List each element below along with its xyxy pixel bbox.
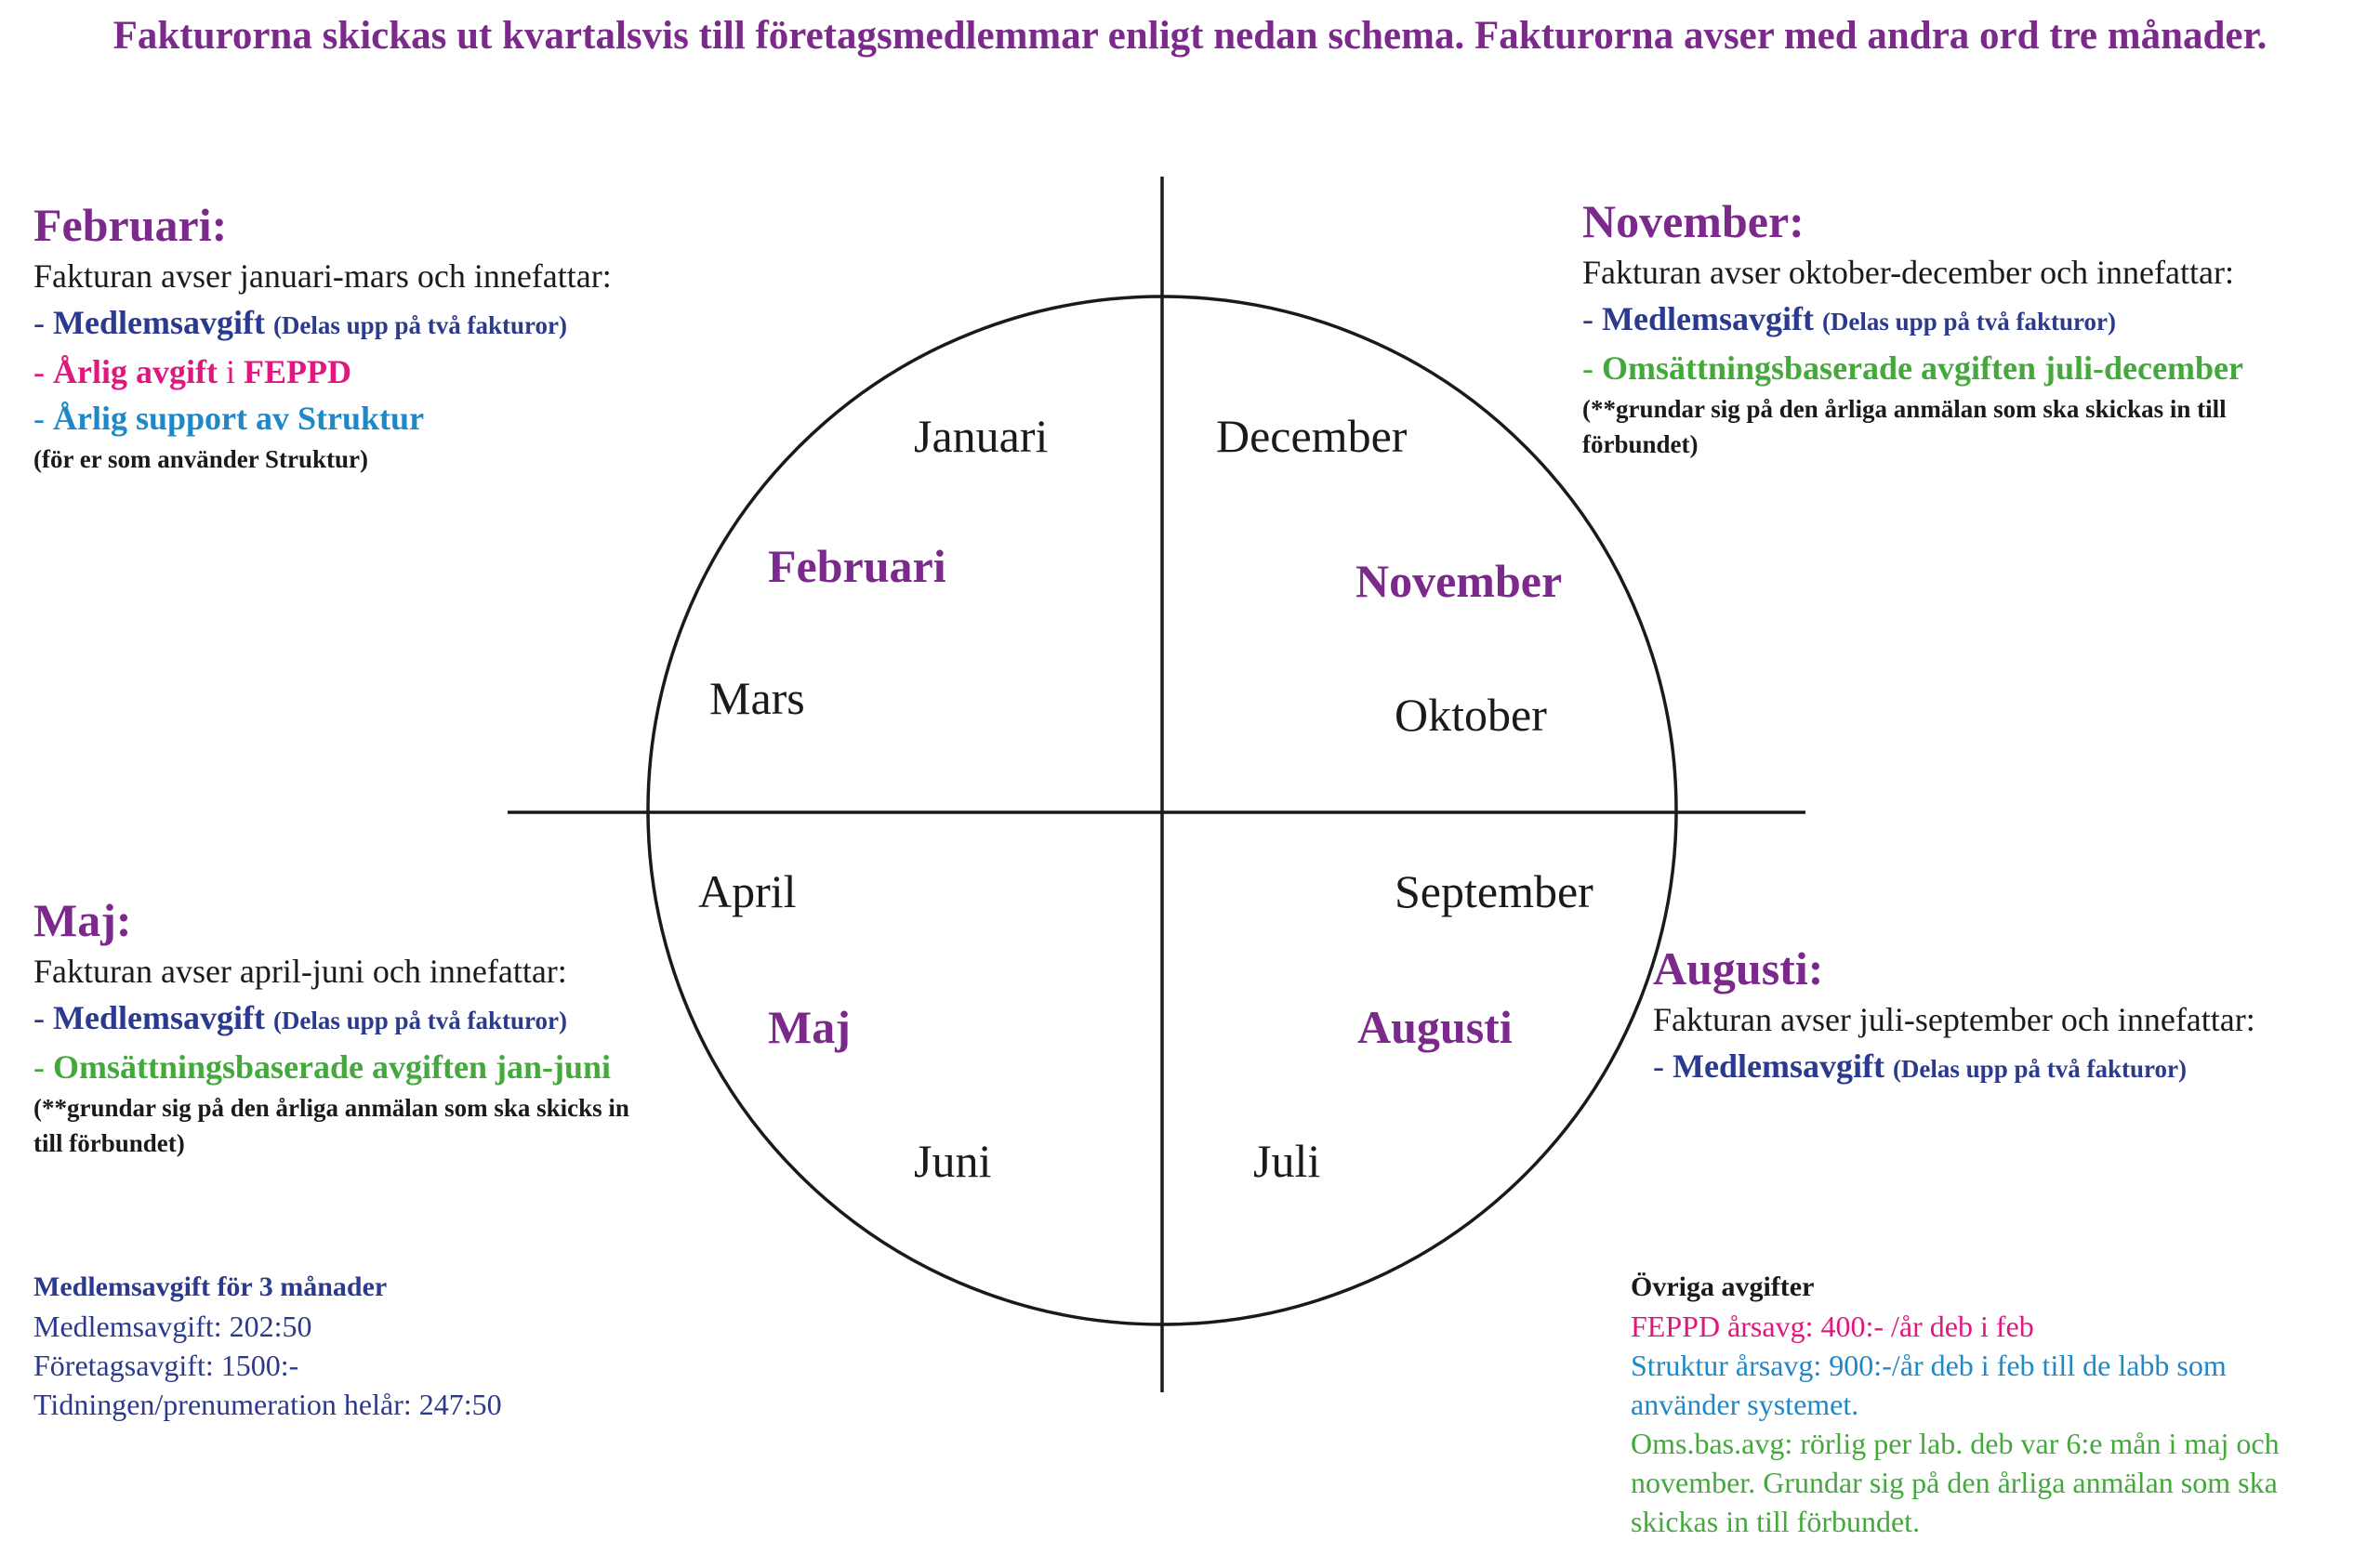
february-item-feppd: - Årlig avgift i FEPPD (33, 353, 351, 390)
february-item-struktur: - Årlig support av Struktur (33, 400, 425, 437)
invoice-month-februari: Februari (768, 540, 946, 592)
page-title: Fakturorna skickas ut kvartalsvis till företagsmedlemmar enligt nedan schema. Fakturorna avser med andra ord tre månader. (112, 14, 2268, 58)
membership-fees-block (33, 1268, 502, 1424)
struktur-fee-line1: Struktur årsavg: 900:-/år deb i feb till de labb som (1631, 1349, 2227, 1382)
august-intro: Fakturan avser juli-september och innefattar: (1653, 1001, 2255, 1038)
may-note-line1: (**grundar sig på den årliga anmälan som ska skicks in (33, 1094, 629, 1122)
oms-fee-line2: november. Grundar sig på den årliga anmälan som ska (1631, 1466, 2278, 1499)
month-mars: Mars (709, 672, 805, 724)
august-info-block (1653, 941, 2255, 1092)
magazine-fee-line: Tidningen/prenumeration helår: 247:50 (33, 1388, 502, 1421)
may-note-line2: till förbundet) (33, 1129, 185, 1157)
month-december: December (1216, 410, 1408, 462)
february-struktur-note: (för er som använder Struktur) (33, 445, 368, 473)
february-heading: Februari: (33, 199, 228, 251)
month-januari: Januari (914, 410, 1049, 462)
invoice-month-augusti: Augusti (1357, 1001, 1513, 1053)
month-oktober: Oktober (1395, 689, 1547, 741)
other-fees-heading: Övriga avgifter (1631, 1271, 1815, 1302)
feppd-fee-line: FEPPD årsavg: 400:- /år deb i feb (1631, 1310, 2034, 1343)
february-info-block (33, 197, 612, 477)
company-fee-line: Företagsavgift: 1500:- (33, 1349, 299, 1382)
february-item-medlemsavgift: - Medlemsavgift (Delas upp på två fakturor) (33, 304, 567, 341)
invoice-month-november: November (1355, 555, 1563, 607)
november-intro: Fakturan avser oktober-december och innefattar: (1582, 254, 2234, 291)
november-heading: November: (1582, 195, 1805, 247)
membership-fees-heading: Medlemsavgift för 3 månader (33, 1271, 388, 1302)
oms-fee-line1: Oms.bas.avg: rörlig per lab. deb var 6:e mån i maj och (1631, 1427, 2280, 1460)
other-fees-block (1631, 1268, 2280, 1541)
month-juni: Juni (914, 1135, 992, 1187)
november-item-omsattning: - Omsättningsbaserade avgiften juli-december (1582, 349, 2243, 387)
november-info-block (1582, 193, 2243, 462)
may-item-omsattning: - Omsättningsbaserade avgiften jan-juni (33, 1048, 612, 1086)
may-heading: Maj: (33, 894, 132, 946)
may-item-medlemsavgift: - Medlemsavgift (Delas upp på två fakturor) (33, 999, 567, 1036)
november-note-line1: (**grundar sig på den årliga anmälan som ska skickas in till (1582, 395, 2227, 423)
february-intro: Fakturan avser januari-mars och innefattar: (33, 257, 612, 295)
month-april: April (698, 865, 797, 917)
august-item-medlemsavgift: - Medlemsavgift (Delas upp på två fakturor) (1653, 1047, 2187, 1085)
month-juli: Juli (1253, 1135, 1321, 1187)
month-september: September (1395, 865, 1593, 917)
november-item-medlemsavgift: - Medlemsavgift (Delas upp på två fakturor) (1582, 300, 2116, 337)
struktur-fee-line2: använder systemet. (1631, 1388, 1859, 1421)
may-intro: Fakturan avser april-juni och innefattar: (33, 953, 567, 990)
invoice-month-maj: Maj (768, 1001, 851, 1053)
august-heading: Augusti: (1653, 942, 1824, 994)
may-info-block (33, 892, 629, 1161)
november-note-line2: förbundet) (1582, 430, 1699, 458)
membership-fee-line: Medlemsavgift: 202:50 (33, 1310, 312, 1343)
oms-fee-line3: skickas in till förbundet. (1631, 1505, 1921, 1538)
